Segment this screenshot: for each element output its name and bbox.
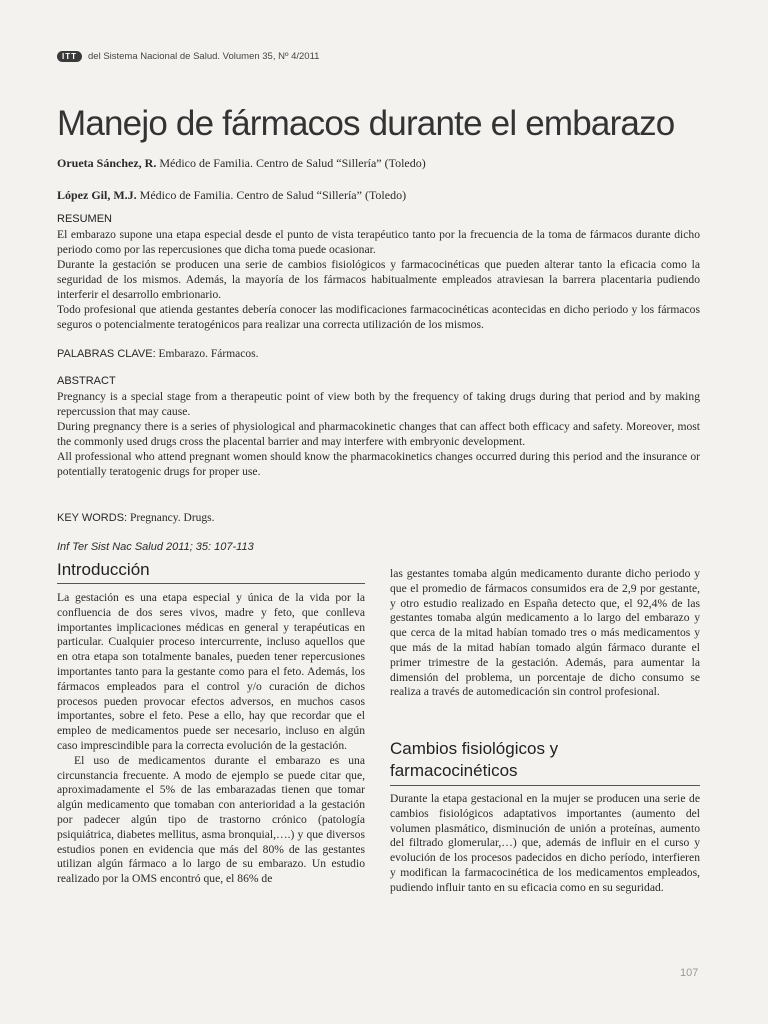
resumen-section — [57, 212, 700, 332]
cambios-rule — [390, 785, 700, 786]
author-1-affiliation: Médico de Familia. Centro de Salud “Sillería” (Toledo) — [159, 156, 426, 170]
author-2 — [57, 188, 406, 203]
intro-heading: Introducción — [57, 560, 150, 579]
palabras-clave-values: Embarazo. Fármacos. — [158, 348, 259, 360]
cambios-heading — [390, 738, 558, 782]
resumen-paragraph: El embarazo supone una etapa especial desde el punto de vista terapéutico tanto por la frecuencia de la toma de fármacos durante dicho periodo como por las repercusiones que dicha toma puede ocasionar. — [57, 228, 700, 256]
intro-rule — [57, 583, 365, 584]
key-words-label: KEY WORDS: — [57, 512, 128, 524]
author-2-affiliation: Médico de Familia. Centro de Salud “Sillería” (Toledo) — [139, 188, 407, 202]
key-words — [57, 512, 215, 524]
article-title: Manejo de fármacos durante el embarazo — [57, 104, 675, 143]
author-2-name: López Gil, M.J. — [57, 188, 137, 202]
abstract-section — [57, 374, 700, 479]
intro-paragraph: El uso de medicamentos durante el embarazo es una circunstancia frecuente. A modo de ejemplo se puede citar que, aproximadamente el 5% de las embarazadas tienen que tomar algún medicamento que tomaban con anterioridad a la gestación por padecer algún tipo de trastorno crónico (patología psiquiátrica, diabetes mellitus, asma bronquial,….) y que diversos estudios ponen en evidencia que más del 80% de las gestantes utilizan algún fármaco a lo largo de su embarazo. Un estudio realizado por la OMS encontró que, el 86% de — [57, 753, 365, 886]
abstract-label: ABSTRACT — [57, 375, 116, 387]
cambios-paragraph: Durante la etapa gestacional en la mujer se producen una serie de cambios fisiológicos adaptativos importantes (aumento del volumen plasmático, disminución de unión a proteínas, aumento del filtrado glomerular,…) que, además de influir en el curso y evolución de los procesos padecidos en dicho período, interfieren y modifican la farmacocinética de los medicamentos empleados, pudiendo influir tanto en su eficacia como en su seguridad. — [390, 792, 700, 894]
intro-column — [57, 591, 365, 887]
page-number: 107 — [680, 967, 699, 979]
intro-continuation-paragraph: las gestantes tomaba algún medicamento durante dicho periodo y que el promedio de fármacos consumidos era de 2,9 por gestante, y otro estudio realizado en España detecto que, el 92,4% de las gestantes tomaba algún medicamento a lo largo del embarazo y que cerca de la mitad habían tomado tres o más medicamentos y que más de la mitad habían tomado algún fármaco durante el primer trimestre de la gestación. Además, para aumentar la dimensión del problema, un porcentaje de dicho consumo se realiza a través de automedicación sin control profesional. — [390, 567, 700, 699]
resumen-label: RESUMEN — [57, 213, 113, 225]
intro-paragraph: La gestación es una etapa especial y única de la vida por la confluencia de dos seres vivos, madre y feto, que conlleva importantes implicaciones médicas en general y terapéuticas en particular. Cualquier proceso intercurrente, incluso aquellos que en otra etapa son totalmente banales, pueden tener repercusiones importantes tanto para la gestante como para el feto. Además, los fármacos empleados para el control y/o curación de dichos procesos pueden provocar efectos adversos, en muchos casos importantes, sobre el feto. Pese a ello, hay que recordar que el empleo de medicamentos puede ser necesario, incluso en algún caso imprescindible para la correcta evolución de la gestación. — [57, 591, 365, 752]
palabras-clave — [57, 348, 258, 360]
abstract-paragraph: During pregnancy there is a series of physiological and pharmacokinetic changes that can affect both efficacy and safety. Moreover, most the commonly used drugs cross the placental barrier and may interfere with embryonic development. — [57, 420, 700, 448]
journal-logo: ITT — [57, 51, 82, 62]
citation: Inf Ter Sist Nac Salud 2011; 35: 107-113 — [57, 541, 254, 553]
journal-header — [57, 51, 319, 62]
palabras-clave-label: PALABRAS CLAVE: — [57, 348, 156, 360]
author-1-name: Orueta Sánchez, R. — [57, 156, 157, 170]
resumen-paragraph: Todo profesional que atienda gestantes debería conocer las modificaciones farmacocinéticas acontecidas en dicho periodo y los fármacos seguros o potencialmente teratogénicos para realizar una correcta utilización de los mismos. — [57, 303, 700, 331]
journal-issue: del Sistema Nacional de Salud. Volumen 35, Nº 4/2011 — [88, 51, 320, 62]
key-words-values: Pregnancy. Drugs. — [129, 512, 215, 524]
intro-continuation — [390, 567, 700, 700]
resumen-paragraph: Durante la gestación se producen una serie de cambios fisiológicos y farmacocinéticas que pueden alterar tanto la eficacia como la seguridad de los mismos. Además, la mayoría de los fármacos habitualmente empleados atraviesan la barrera placentaria pudiendo interferir el desarrollo embrionario. — [57, 258, 700, 301]
cambios-column — [390, 792, 700, 896]
cambios-heading-line1: Cambios fisiológicos y — [390, 739, 559, 758]
cambios-heading-line2: farmacocinéticos — [390, 761, 518, 780]
abstract-paragraph: All professional who attend pregnant women should know the pharmacokinetics changes occurred during this period and the insurance or potentially teratogenic drugs for proper use. — [57, 450, 700, 478]
abstract-paragraph: Pregnancy is a special stage from a therapeutic point of view both by the frequency of taking drugs during that period and by making repercussion that may cause. — [57, 390, 700, 418]
author-1 — [57, 156, 426, 171]
